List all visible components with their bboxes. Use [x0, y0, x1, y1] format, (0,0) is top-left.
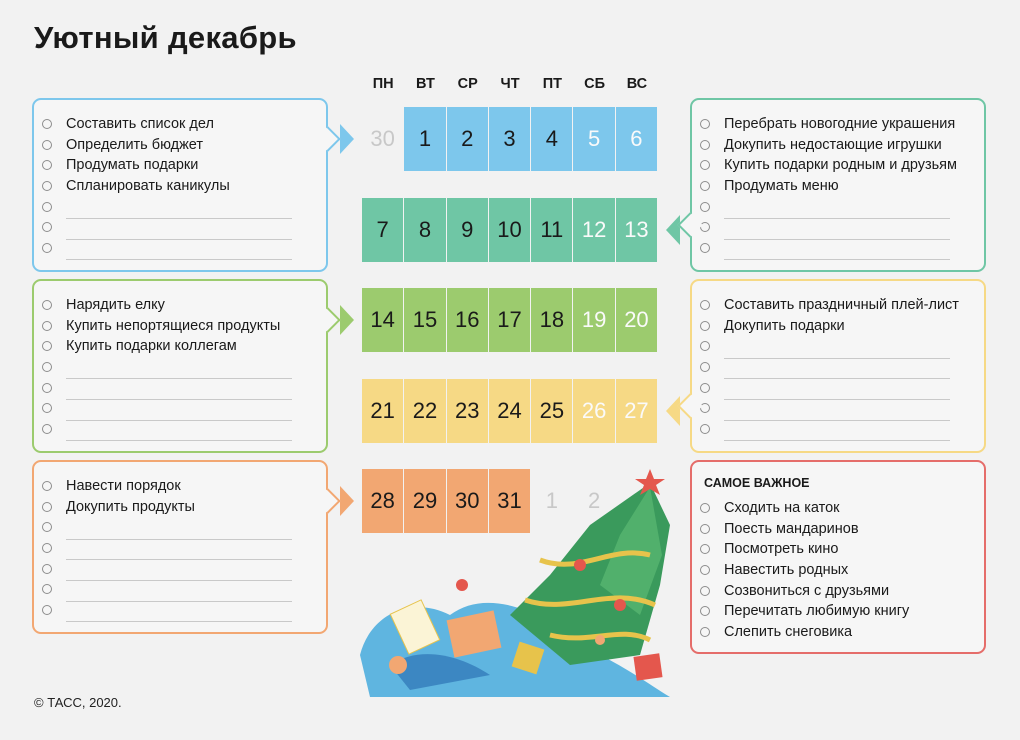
checkbox-circle-icon[interactable] [700, 424, 710, 434]
checkbox-circle-icon[interactable] [42, 243, 52, 253]
weekday-tue: ВТ [416, 76, 435, 92]
checklist-item-label: Перебрать новогодние украшения [724, 116, 956, 133]
panel-arrow [315, 307, 340, 332]
blank-entry-line[interactable] [724, 421, 950, 442]
blank-entry-line[interactable] [724, 198, 950, 219]
calendar-day: 30 [370, 126, 395, 151]
calendar-day: 31 [489, 469, 530, 533]
christmas-tree-illustration [350, 465, 680, 705]
blank-entry-line[interactable] [66, 581, 292, 602]
weekday-thu: ЧТ [500, 76, 520, 92]
blank-entry-line[interactable] [66, 560, 292, 581]
checklist-item[interactable] [700, 114, 974, 135]
checklist-item-label: Продумать подарки [66, 157, 199, 174]
checklist-item[interactable] [42, 476, 316, 497]
calendar-day: 13 [616, 198, 657, 262]
blank-entry-line[interactable] [724, 400, 950, 421]
checklist-item-label: Докупить недостающие игрушки [724, 136, 942, 153]
calendar-day: 8 [404, 198, 445, 262]
checkbox-circle-icon[interactable] [42, 362, 52, 372]
blank-entry-line[interactable] [724, 240, 950, 261]
checklist-item-label: Сходить на каток [724, 500, 840, 517]
checklist-item[interactable] [42, 517, 316, 538]
checklist-item[interactable] [700, 398, 974, 419]
blank-entry-line[interactable] [66, 400, 292, 421]
calendar-day: 5 [573, 107, 614, 171]
checkbox-circle-icon[interactable] [42, 543, 52, 553]
checklist-item[interactable] [42, 497, 316, 518]
checkbox-circle-icon[interactable] [42, 160, 52, 170]
checklist-item-label: Составить праздничный плей-лист [724, 297, 959, 314]
blank-entry-line[interactable] [724, 219, 950, 240]
checklist-item[interactable] [700, 196, 974, 217]
checkbox-circle-icon[interactable] [700, 243, 710, 253]
checkbox-circle-icon[interactable] [42, 403, 52, 413]
calendar-day: 17 [489, 288, 530, 352]
week-pointer-icon [340, 124, 354, 154]
checkbox-circle-icon[interactable] [700, 524, 710, 534]
important-heading: САМОЕ ВАЖНОЕ [704, 476, 810, 490]
blank-entry-line[interactable] [66, 519, 292, 540]
weekday-fri: ПТ [542, 76, 562, 92]
calendar-day: 12 [573, 198, 614, 262]
checklist-item-label: Спланировать каникулы [66, 178, 230, 195]
checklist-item[interactable] [42, 295, 316, 316]
checklist-item-label: Докупить продукты [66, 498, 195, 515]
panel-arrow [315, 126, 340, 151]
todo-panel-week5 [32, 460, 328, 634]
calendar-day: 7 [362, 198, 403, 262]
checklist-item[interactable] [700, 560, 974, 581]
checklist-item[interactable] [42, 538, 316, 559]
gift-box-icon [633, 653, 662, 680]
ornament-icon [456, 579, 468, 591]
blank-entry-line[interactable] [724, 359, 950, 380]
checklist-item[interactable] [700, 316, 974, 337]
calendar-day: 1 [404, 107, 445, 171]
checklist-item[interactable] [42, 155, 316, 176]
calendar-day: 25 [531, 379, 572, 443]
checkbox-circle-icon[interactable] [42, 119, 52, 129]
panel-arrow [677, 393, 702, 418]
checkbox-circle-icon[interactable] [700, 503, 710, 513]
calendar-day: 18 [531, 288, 572, 352]
checklist-item[interactable] [700, 217, 974, 238]
calendar-week-1 [362, 107, 658, 171]
calendar-day: 2 [447, 107, 488, 171]
checklist-item-label: Нарядить елку [66, 297, 165, 314]
checklist-item[interactable] [42, 238, 316, 259]
calendar-day: 15 [404, 288, 445, 352]
checklist-item-label: Поесть мандаринов [724, 520, 859, 537]
checkbox-circle-icon[interactable] [42, 202, 52, 212]
checkbox-circle-icon[interactable] [42, 481, 52, 491]
checklist-item[interactable] [42, 357, 316, 378]
checklist-item[interactable] [42, 398, 316, 419]
checklist-item[interactable] [42, 377, 316, 398]
blank-entry-line[interactable] [66, 198, 292, 219]
checklist-item[interactable] [700, 176, 974, 197]
checkbox-circle-icon[interactable] [700, 606, 710, 616]
calendar-day: 30 [447, 469, 488, 533]
calendar-week-4 [362, 379, 658, 443]
checkbox-circle-icon[interactable] [700, 362, 710, 372]
checklist-item-label: Посмотреть кино [724, 541, 839, 558]
week-pointer-icon [666, 396, 680, 426]
ornament-icon [389, 656, 407, 674]
checkbox-circle-icon[interactable] [700, 300, 710, 310]
ornament-icon [614, 599, 626, 611]
checklist-item[interactable] [700, 601, 974, 622]
checkbox-circle-icon[interactable] [42, 222, 52, 232]
copyright-footer: © ТАСС, 2020. [34, 695, 122, 710]
important-panel [690, 460, 986, 654]
checklist-item[interactable] [42, 558, 316, 579]
blank-entry-line[interactable] [724, 338, 950, 359]
checkbox-circle-icon[interactable] [700, 181, 710, 191]
checklist-item-label: Перечитать любимую книгу [724, 603, 910, 620]
checklist-item-label: Продумать меню [724, 178, 839, 195]
checklist-item[interactable] [42, 217, 316, 238]
checklist-item-label: Докупить подарки [724, 317, 845, 334]
checklist-item[interactable] [700, 336, 974, 357]
calendar-day: 21 [362, 379, 403, 443]
checklist-item[interactable] [700, 238, 974, 259]
checkbox-circle-icon[interactable] [42, 605, 52, 615]
calendar-day: 11 [531, 198, 572, 262]
calendar-day: 9 [447, 198, 488, 262]
week-pointer-icon [666, 215, 680, 245]
checklist-item-label: Навести порядок [66, 478, 181, 495]
calendar-day: 20 [616, 288, 657, 352]
checklist-item[interactable] [700, 622, 974, 643]
checklist-item-label: Навестить родных [724, 562, 849, 579]
checklist-item[interactable] [42, 336, 316, 357]
todo-panel-week4 [690, 279, 986, 453]
calendar-day: 28 [362, 469, 403, 533]
calendar-day: 4 [531, 107, 572, 171]
checkbox-circle-icon[interactable] [700, 627, 710, 637]
blank-entry-line[interactable] [66, 240, 292, 261]
weekday-sun: ВС [626, 76, 648, 92]
checklist-item-label: Составить список дел [66, 116, 214, 133]
checklist-item-label: Купить непортящиеся продукты [66, 317, 281, 334]
checkbox-circle-icon[interactable] [42, 383, 52, 393]
checkbox-circle-icon[interactable] [42, 564, 52, 574]
page-title: Уютный декабрь [34, 20, 297, 55]
calendar-day: 16 [447, 288, 488, 352]
weekday-sat: СБ [584, 76, 606, 92]
calendar-day: 23 [447, 379, 488, 443]
checklist-item[interactable] [700, 155, 974, 176]
checkbox-circle-icon[interactable] [42, 522, 52, 532]
checkbox-circle-icon[interactable] [700, 321, 710, 331]
calendar-day: 14 [362, 288, 403, 352]
checklist-item[interactable] [700, 419, 974, 440]
panel-arrow [677, 212, 702, 237]
checklist-item[interactable] [700, 357, 974, 378]
calendar-day: 26 [573, 379, 614, 443]
checkbox-circle-icon[interactable] [700, 160, 710, 170]
calendar-day: 24 [489, 379, 530, 443]
week-pointer-icon [340, 305, 354, 335]
checklist-item[interactable] [42, 600, 316, 621]
checklist-item[interactable] [700, 295, 974, 316]
checkbox-circle-icon[interactable] [42, 502, 52, 512]
calendar-day: 29 [404, 469, 445, 533]
calendar-day: 1 [545, 488, 558, 513]
checklist-item[interactable] [700, 498, 974, 519]
blank-entry-line[interactable] [66, 540, 292, 561]
calendar-week-3 [362, 288, 658, 352]
checklist-item[interactable] [700, 135, 974, 156]
ornament-icon [574, 559, 586, 571]
checkbox-circle-icon[interactable] [700, 140, 710, 150]
checklist-item-label: Определить бюджет [66, 136, 204, 153]
calendar-day: 22 [404, 379, 445, 443]
blank-entry-line[interactable] [66, 379, 292, 400]
calendar-day: 3 [489, 107, 530, 171]
checkbox-circle-icon[interactable] [700, 383, 710, 393]
checkbox-circle-icon[interactable] [42, 140, 52, 150]
checkbox-circle-icon[interactable] [42, 584, 52, 594]
checkbox-circle-icon[interactable] [42, 424, 52, 434]
checklist-item-label: Слепить снеговика [724, 623, 853, 640]
checklist-item[interactable] [42, 579, 316, 600]
checkbox-circle-icon[interactable] [42, 181, 52, 191]
checklist-item-label: Купить подарки коллегам [66, 338, 237, 355]
checkbox-circle-icon[interactable] [42, 300, 52, 310]
todo-panel-week3 [32, 279, 328, 453]
checklist-item[interactable] [42, 316, 316, 337]
weekday-mon: ПН [372, 76, 394, 92]
calendar-day: 27 [616, 379, 657, 443]
calendar-day: 6 [616, 107, 657, 171]
checklist-item[interactable] [700, 580, 974, 601]
panel-arrow [315, 488, 340, 513]
blank-entry-line[interactable] [66, 219, 292, 240]
todo-panel-week2 [690, 98, 986, 272]
calendar-day: 19 [573, 288, 614, 352]
weekday-header [362, 76, 658, 92]
checklist-item-label: Купить подарки родным и друзьям [724, 157, 957, 174]
checkbox-circle-icon[interactable] [42, 321, 52, 331]
blank-entry-line[interactable] [66, 421, 292, 442]
calendar-week-2 [362, 198, 658, 262]
checklist-item[interactable] [700, 539, 974, 560]
checklist-item[interactable] [700, 377, 974, 398]
checkbox-circle-icon[interactable] [700, 119, 710, 129]
blank-entry-line[interactable] [66, 602, 292, 623]
checklist-item[interactable] [42, 419, 316, 440]
calendar-day: 10 [489, 198, 530, 262]
checkbox-circle-icon[interactable] [700, 202, 710, 212]
blank-entry-line[interactable] [66, 359, 292, 380]
checklist-item[interactable] [42, 176, 316, 197]
checklist-item-label: Созвониться с друзьями [724, 582, 890, 599]
blank-entry-line[interactable] [724, 379, 950, 400]
checkbox-circle-icon[interactable] [700, 565, 710, 575]
checklist-item[interactable] [42, 114, 316, 135]
checklist-item[interactable] [42, 135, 316, 156]
checkbox-circle-icon[interactable] [42, 341, 52, 351]
calendar-day: 2 [588, 488, 601, 513]
checkbox-circle-icon[interactable] [700, 341, 710, 351]
todo-panel-week1 [32, 98, 328, 272]
checkbox-circle-icon[interactable] [700, 544, 710, 554]
checklist-item[interactable] [700, 519, 974, 540]
checkbox-circle-icon[interactable] [700, 586, 710, 596]
checklist-item[interactable] [42, 196, 316, 217]
ornament-icon [595, 635, 605, 645]
weekday-wed: СР [457, 76, 478, 92]
